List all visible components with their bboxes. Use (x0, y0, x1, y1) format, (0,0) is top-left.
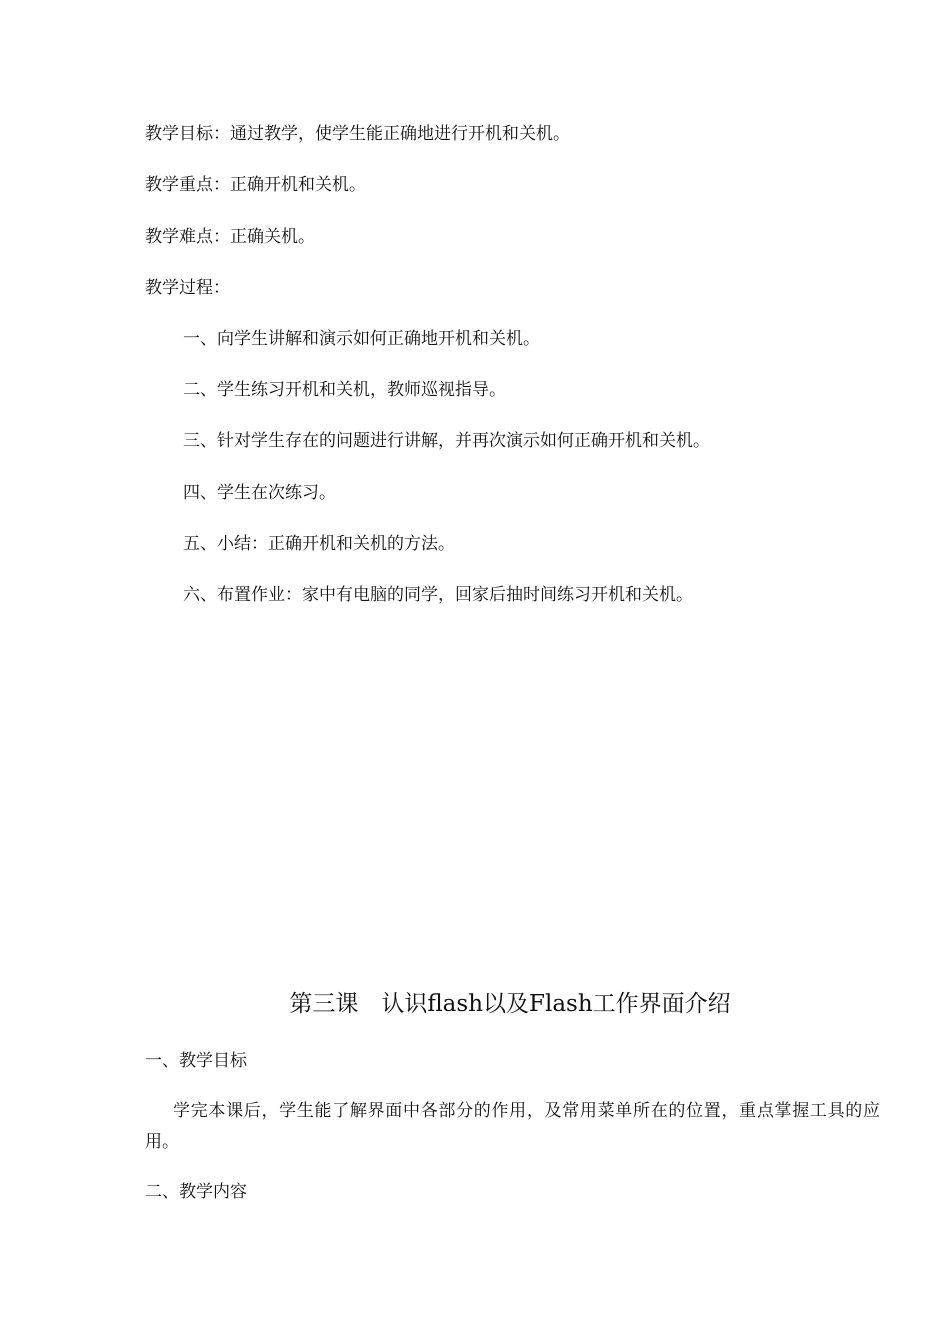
step-item: 三、针对学生存在的问题进行讲解，并再次演示如何正确开机和关机。 (183, 431, 710, 451)
step-item: 五、小结：正确开机和关机的方法。 (183, 534, 455, 554)
section-heading-objectives: 一、教学目标 (145, 1051, 247, 1071)
step-item: 二、学生练习开机和关机，教师巡视指导。 (183, 380, 506, 400)
objectives-paragraph: 学完本课后，学生能了解界面中各部分的作用，及常用菜单所在的位置，重点掌握工具的应用。 (145, 1101, 880, 1152)
process-heading: 教学过程： (145, 278, 230, 298)
step-item: 六、布置作业：家中有电脑的同学，回家后抽时间练习开机和关机。 (183, 585, 693, 605)
step-item: 一、向学生讲解和演示如何正确地开机和关机。 (183, 329, 540, 349)
lesson-title: 第三课 认识flash以及Flash工作界面介绍 (289, 991, 731, 1017)
objective-line: 教学目标：通过教学，使学生能正确地进行开机和关机。 (145, 124, 570, 144)
key-point-line: 教学重点：正确开机和关机。 (145, 175, 366, 195)
difficulty-line: 教学难点：正确关机。 (145, 227, 315, 247)
step-item: 四、学生在次练习。 (183, 483, 336, 503)
section-heading-content: 二、教学内容 (145, 1182, 247, 1202)
